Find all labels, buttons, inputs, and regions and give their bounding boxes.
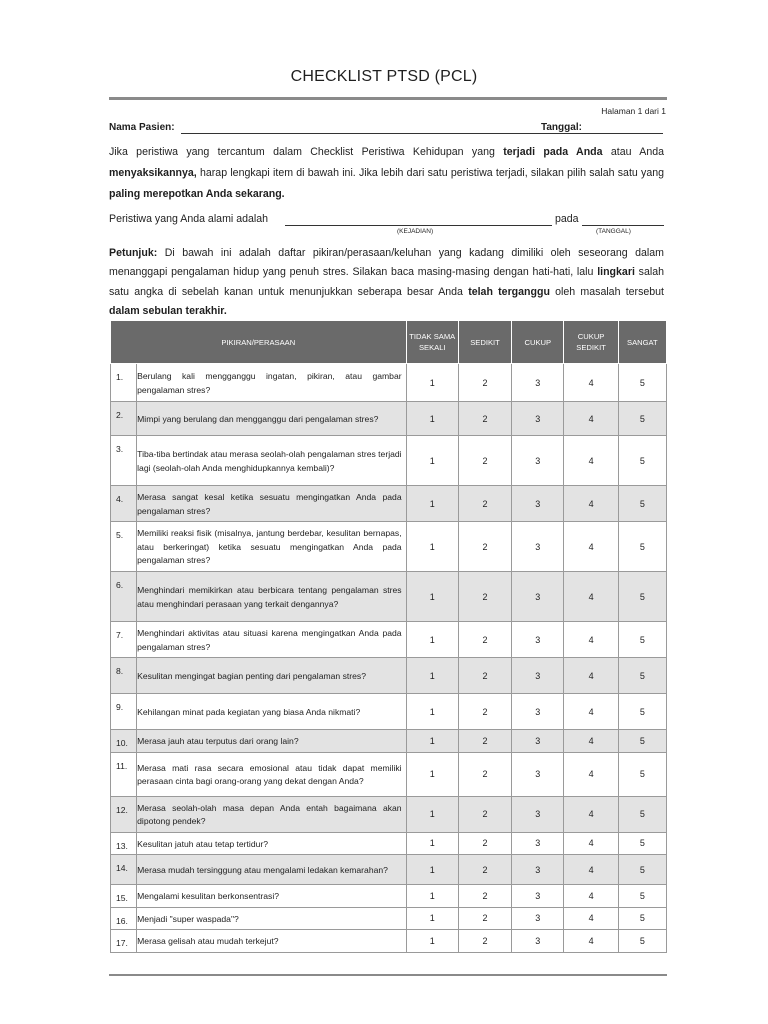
- item-text: Kesulitan mengingat bagian penting dari pengalaman stres?: [137, 658, 406, 694]
- rating-option-1[interactable]: 1: [406, 930, 458, 953]
- rating-option-3[interactable]: 3: [512, 436, 564, 486]
- table-row: [111, 832, 667, 855]
- rating-option-3[interactable]: 3: [512, 622, 564, 658]
- rating-option-2[interactable]: 2: [458, 930, 511, 953]
- rating-option-4[interactable]: 4: [564, 522, 618, 572]
- rating-option-4[interactable]: 4: [564, 622, 618, 658]
- table-row: [111, 855, 667, 885]
- rating-option-5[interactable]: 5: [618, 402, 666, 436]
- rating-option-4[interactable]: 4: [564, 730, 618, 753]
- rating-option-2[interactable]: 2: [458, 907, 511, 930]
- item-number: 12.: [111, 796, 137, 832]
- table-row: [111, 658, 667, 694]
- rating-option-1[interactable]: 1: [406, 436, 458, 486]
- item-text: Merasa gelisah atau mudah terkejut?: [137, 930, 406, 953]
- item-number: 2.: [111, 402, 137, 436]
- rating-option-2[interactable]: 2: [458, 796, 511, 832]
- rating-option-4[interactable]: 4: [564, 752, 618, 796]
- rating-option-3[interactable]: 3: [512, 486, 564, 522]
- rating-option-4[interactable]: 4: [564, 907, 618, 930]
- rating-option-1[interactable]: 1: [406, 572, 458, 622]
- rating-option-4[interactable]: 4: [564, 694, 618, 730]
- intro-paragraph: Jika peristiwa yang tercantum dalam Checklist Peristiwa Kehidupan yang terjadi pada Anda atau Anda menyaksikannya, harap lengkapi item di bawah ini. Jika lebih dari satu peristiwa terjadi, silakan pilih salah satu yang paling merepotkan Anda sekarang.: [109, 146, 664, 200]
- item-number: 9.: [111, 694, 137, 730]
- header-item: PIKIRAN/PERASAAN: [111, 321, 407, 364]
- event-row: [109, 211, 667, 241]
- rating-option-4[interactable]: 4: [564, 885, 618, 908]
- table-row: [111, 522, 667, 572]
- rating-option-5[interactable]: 5: [618, 436, 666, 486]
- item-number: 16.: [111, 907, 137, 930]
- item-number: 13.: [111, 832, 137, 855]
- rating-option-5[interactable]: 5: [618, 364, 666, 402]
- table-row: [111, 402, 667, 436]
- rating-option-3[interactable]: 3: [512, 522, 564, 572]
- item-text: Menghindari aktivitas atau situasi karena mengingatkan Anda pada pengalaman stres?: [137, 622, 406, 658]
- rating-option-1[interactable]: 1: [406, 402, 458, 436]
- rating-option-2[interactable]: 2: [458, 752, 511, 796]
- patient-name-field[interactable]: [181, 133, 628, 134]
- rating-option-5[interactable]: 5: [618, 572, 666, 622]
- rating-option-2[interactable]: 2: [458, 694, 511, 730]
- rating-option-3[interactable]: 3: [512, 855, 564, 885]
- header-moderately: CUKUP: [512, 321, 564, 364]
- rating-option-3[interactable]: 3: [512, 730, 564, 753]
- patient-row: [109, 122, 667, 138]
- date-sublabel: (TANGGAL): [596, 228, 631, 235]
- instructions-paragraph: Petunjuk: Di bawah ini adalah daftar pikiran/perasaan/keluhan yang kadang dimiliki oleh seseorang dalam menanggapi pengalaman hidup yang penuh stres. Silakan baca masing-masing dengan hati-hati, lalu lingkari salah satu angka di sebelah kanan untuk menunjukkan seberapa besar Anda telah terganggu oleh masalah tersebut dalam sebulan terakhir.: [109, 247, 664, 317]
- item-text: Menjadi "super waspada"?: [137, 907, 406, 930]
- rating-option-5[interactable]: 5: [618, 885, 666, 908]
- rating-option-2[interactable]: 2: [458, 658, 511, 694]
- rating-option-2[interactable]: 2: [458, 730, 511, 753]
- rating-option-1[interactable]: 1: [406, 622, 458, 658]
- item-text: Kehilangan minat pada kegiatan yang biasa Anda nikmati?: [137, 694, 406, 730]
- item-number: 4.: [111, 486, 137, 522]
- header-a-little: SEDIKIT: [458, 321, 511, 364]
- rating-option-4[interactable]: 4: [564, 572, 618, 622]
- top-divider: [109, 97, 667, 100]
- rating-option-5[interactable]: 5: [618, 658, 666, 694]
- rating-option-2[interactable]: 2: [458, 622, 511, 658]
- table-header-row: [111, 321, 667, 364]
- rating-option-4[interactable]: 4: [564, 855, 618, 885]
- event-date-field[interactable]: [582, 225, 664, 226]
- item-number: 14.: [111, 855, 137, 885]
- rating-option-2[interactable]: 2: [458, 402, 511, 436]
- item-text: Tiba-tiba bertindak atau merasa seolah-olah pengalaman stres terjadi lagi (seolah-olah Anda menghidupkannya kembali)?: [137, 436, 406, 486]
- item-number: 10.: [111, 730, 137, 753]
- item-number: 3.: [111, 436, 137, 486]
- date-label: Tanggal:: [541, 122, 582, 133]
- item-number: 15.: [111, 885, 137, 908]
- item-text: Merasa jauh atau terputus dari orang lain?: [137, 730, 406, 753]
- rating-option-4[interactable]: 4: [564, 658, 618, 694]
- rating-option-2[interactable]: 2: [458, 572, 511, 622]
- rating-option-4[interactable]: 4: [564, 436, 618, 486]
- rating-option-5[interactable]: 5: [618, 832, 666, 855]
- rating-option-1[interactable]: 1: [406, 855, 458, 885]
- table-row: [111, 364, 667, 402]
- event-label: Peristiwa yang Anda alami adalah: [109, 213, 269, 225]
- table-row: [111, 907, 667, 930]
- rating-option-3[interactable]: 3: [512, 832, 564, 855]
- rating-option-1[interactable]: 1: [406, 364, 458, 402]
- rating-option-3[interactable]: 3: [512, 658, 564, 694]
- rating-option-1[interactable]: 1: [406, 486, 458, 522]
- rating-option-1[interactable]: 1: [406, 885, 458, 908]
- rating-option-2[interactable]: 2: [458, 486, 511, 522]
- item-number: 8.: [111, 658, 137, 694]
- rating-option-2[interactable]: 2: [458, 832, 511, 855]
- table-row: [111, 622, 667, 658]
- rating-option-1[interactable]: 1: [406, 522, 458, 572]
- rating-option-4[interactable]: 4: [564, 486, 618, 522]
- item-number: 17.: [111, 930, 137, 953]
- rating-option-3[interactable]: 3: [512, 364, 564, 402]
- rating-option-4[interactable]: 4: [564, 930, 618, 953]
- item-number: 11.: [111, 752, 137, 796]
- rating-option-2[interactable]: 2: [458, 364, 511, 402]
- rating-option-5[interactable]: 5: [618, 622, 666, 658]
- table-row: [111, 730, 667, 753]
- item-text: Memiliki reaksi fisik (misalnya, jantung berdebar, kesulitan bernapas, atau berkeringat) ketika sesuatu mengingatkan Anda pada pengalaman stres?: [137, 522, 406, 572]
- table-row: [111, 796, 667, 832]
- rating-option-2[interactable]: 2: [458, 885, 511, 908]
- event-field[interactable]: [285, 225, 552, 226]
- rating-option-5[interactable]: 5: [618, 486, 666, 522]
- item-text: Mimpi yang berulang dan mengganggu dari pengalaman stres?: [137, 402, 406, 436]
- rating-option-1[interactable]: 1: [406, 730, 458, 753]
- rating-option-3[interactable]: 3: [512, 907, 564, 930]
- item-text: Merasa seolah-olah masa depan Anda entah bagaimana akan dipotong pendek?: [137, 796, 406, 832]
- rating-option-3[interactable]: 3: [512, 930, 564, 953]
- rating-option-1[interactable]: 1: [406, 832, 458, 855]
- pcl-table: [110, 320, 667, 953]
- rating-option-4[interactable]: 4: [564, 796, 618, 832]
- rating-option-1[interactable]: 1: [406, 694, 458, 730]
- item-text: Berulang kali mengganggu ingatan, pikiran, atau gambar pengalaman stres?: [137, 364, 406, 402]
- item-text: Mengalami kesulitan berkonsentrasi?: [137, 885, 406, 908]
- page-title: CHECKLIST PTSD (PCL): [290, 68, 478, 85]
- rating-option-4[interactable]: 4: [564, 402, 618, 436]
- table-row: [111, 572, 667, 622]
- page-number: Halaman 1 dari 1: [601, 106, 666, 116]
- item-text: Kesulitan jatuh atau tetap tertidur?: [137, 832, 406, 855]
- item-text: Merasa mati rasa secara emosional atau tidak dapat memiliki perasaan cinta bagi orang-orang yang dekat dengan Anda?: [137, 752, 406, 796]
- rating-option-5[interactable]: 5: [618, 930, 666, 953]
- item-text: Menghindari memikirkan atau berbicara tentang pengalaman stres atau menghindari perasaan yang terkait dengannya?: [137, 572, 406, 622]
- header-extremely: SANGAT: [618, 321, 666, 364]
- item-number: 5.: [111, 522, 137, 572]
- date-field[interactable]: [585, 133, 663, 134]
- item-number: 1.: [111, 364, 137, 402]
- rating-option-1[interactable]: 1: [406, 796, 458, 832]
- rating-option-1[interactable]: 1: [406, 907, 458, 930]
- rating-option-2[interactable]: 2: [458, 855, 511, 885]
- item-number: 6.: [111, 572, 137, 622]
- rating-option-2[interactable]: 2: [458, 522, 511, 572]
- item-number: 7.: [111, 622, 137, 658]
- pada-label: pada: [555, 213, 579, 225]
- rating-option-3[interactable]: 3: [512, 694, 564, 730]
- rating-option-1[interactable]: 1: [406, 658, 458, 694]
- table-row: [111, 752, 667, 796]
- header-not-at-all: TIDAK SAMA SEKALI: [406, 321, 458, 364]
- rating-option-5[interactable]: 5: [618, 907, 666, 930]
- rating-option-4[interactable]: 4: [564, 364, 618, 402]
- event-sublabel: (KEJADIAN): [397, 228, 434, 235]
- table-row: [111, 885, 667, 908]
- bottom-divider: [109, 974, 667, 976]
- table-row: [111, 694, 667, 730]
- rating-option-5[interactable]: 5: [618, 730, 666, 753]
- patient-name-label: Nama Pasien:: [109, 122, 175, 133]
- rating-option-3[interactable]: 3: [512, 796, 564, 832]
- table-row: [111, 930, 667, 953]
- table-row: [111, 486, 667, 522]
- rating-option-5[interactable]: 5: [618, 855, 666, 885]
- rating-option-5[interactable]: 5: [618, 522, 666, 572]
- rating-option-5[interactable]: 5: [618, 796, 666, 832]
- item-text: Merasa mudah tersinggung atau mengalami ledakan kemarahan?: [137, 855, 406, 885]
- rating-option-3[interactable]: 3: [512, 752, 564, 796]
- rating-option-5[interactable]: 5: [618, 752, 666, 796]
- rating-option-1[interactable]: 1: [406, 752, 458, 796]
- rating-option-3[interactable]: 3: [512, 572, 564, 622]
- rating-option-2[interactable]: 2: [458, 436, 511, 486]
- table-row: [111, 436, 667, 486]
- header-quite-a-bit: CUKUP SEDIKIT: [564, 321, 618, 364]
- rating-option-3[interactable]: 3: [512, 402, 564, 436]
- rating-option-5[interactable]: 5: [618, 694, 666, 730]
- rating-option-4[interactable]: 4: [564, 832, 618, 855]
- rating-option-3[interactable]: 3: [512, 885, 564, 908]
- item-text: Merasa sangat kesal ketika sesuatu mengingatkan Anda pada pengalaman stres?: [137, 486, 406, 522]
